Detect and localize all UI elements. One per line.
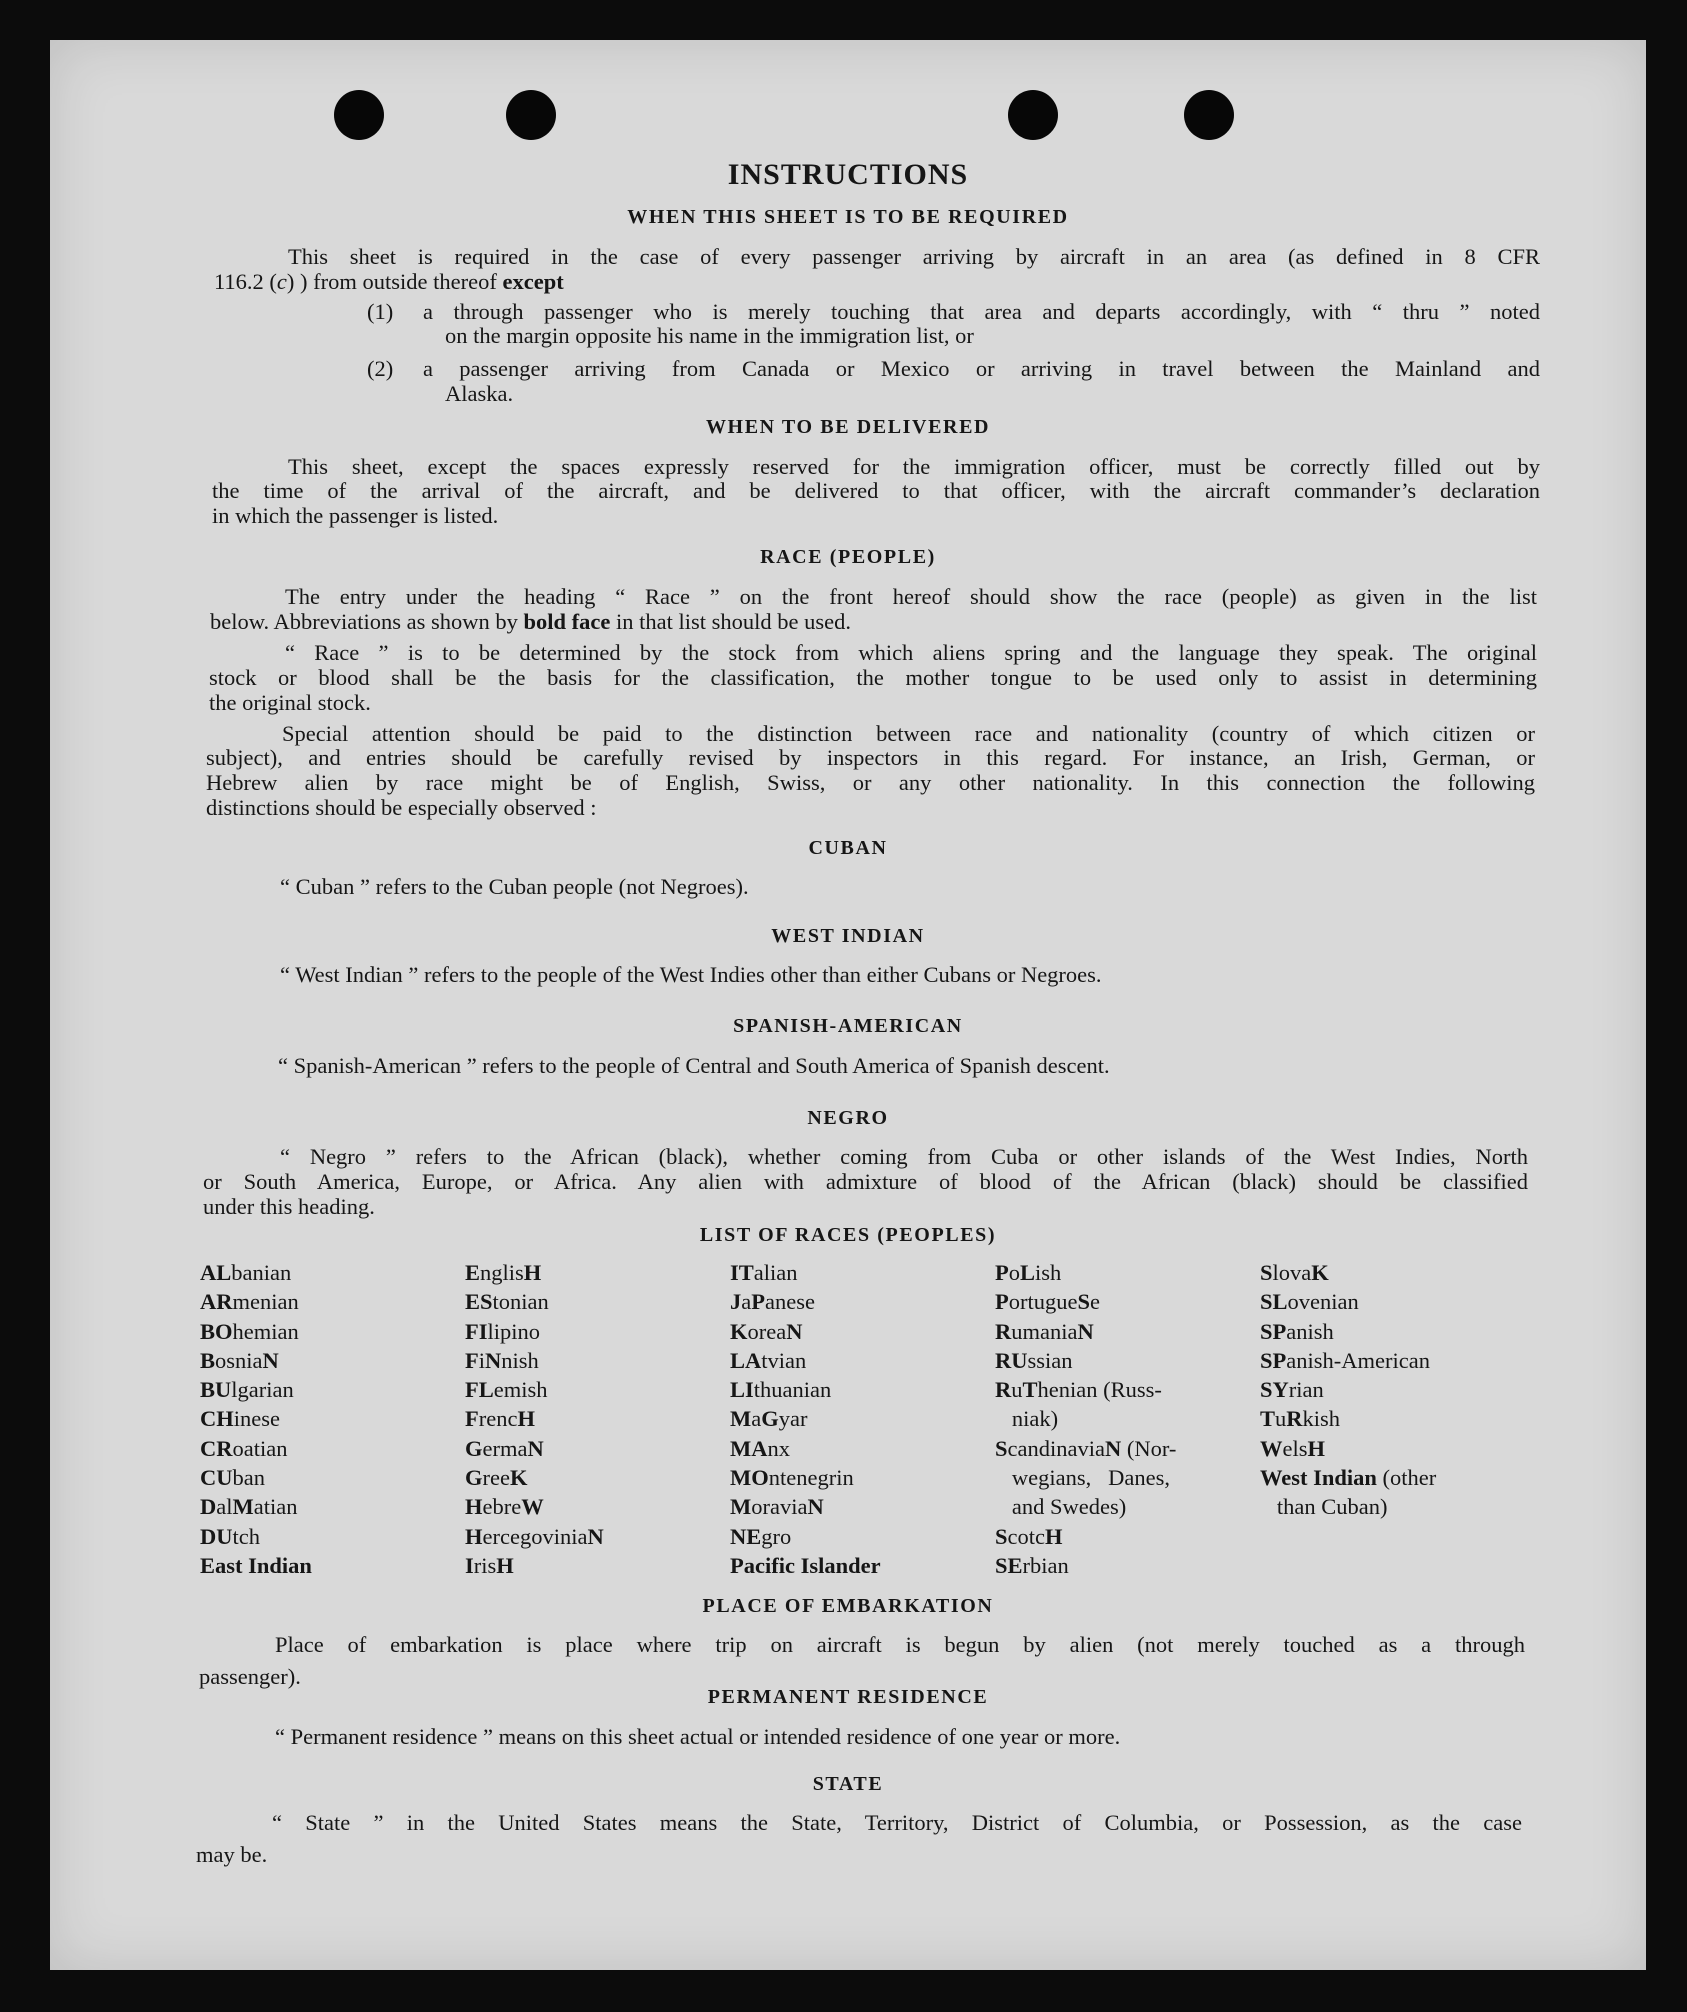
race-entry: ARmenian [200, 1289, 299, 1315]
race-entry: NEgro [730, 1523, 792, 1549]
race-entry: ScotcH [995, 1523, 1063, 1549]
section-heading-state: STATE [812, 1773, 884, 1795]
race-entry: SPanish-American [1260, 1347, 1430, 1373]
section-heading-required: WHEN THIS SHEET IS TO BE REQUIRED [627, 206, 1069, 228]
race-entry: WelsH [1260, 1435, 1326, 1461]
race-entry: niak) [995, 1406, 1059, 1432]
paragraph-line: stock or blood shall be the basis for the classification, the mother tongue to be used only to assist in determining [209, 665, 1537, 690]
section-heading-negro: NEGRO [807, 1107, 889, 1129]
race-entry: RuThenian (Russ- [995, 1377, 1162, 1403]
race-entry: EStonian [465, 1289, 549, 1315]
race-entry: CRoatian [200, 1435, 288, 1461]
race-entry: MoraviaN [730, 1494, 824, 1520]
race-column [200, 1258, 312, 1580]
race-entry: BUlgarian [200, 1377, 294, 1403]
race-entry: MOntenegrin [730, 1465, 854, 1491]
race-entry: TuRkish [1260, 1406, 1341, 1432]
paragraph-line: “ Cuban ” refers to the Cuban people (not Negroes). [280, 874, 749, 899]
paragraph-line: Place of embarkation is place where trip on aircraft is begun by alien (not merely touched as a through [275, 1632, 1525, 1657]
race-entry: SYrian [1260, 1377, 1324, 1403]
list-item: on the margin opposite his name in the immigration list, or [445, 323, 974, 348]
race-entry: LIthuanian [730, 1377, 832, 1403]
punch-hole [506, 90, 556, 140]
race-column [465, 1258, 604, 1580]
race-entry: than Cuban) [1260, 1494, 1388, 1520]
section-heading-list-of-races: LIST OF RACES (PEOPLES) [699, 1224, 997, 1246]
race-entry: IrisH [465, 1552, 514, 1578]
paragraph-line: the original stock. [209, 690, 371, 715]
section-heading-west-indian: WEST INDIAN [771, 925, 925, 947]
paragraph-line: This sheet is required in the case of every passenger arriving by aircraft in an area (as defined in 8 CFR [288, 244, 1540, 269]
race-entry: DalMatian [200, 1494, 298, 1520]
race-entry: MaGyar [730, 1406, 808, 1432]
paragraph-line: The entry under the heading “ Race ” on the front hereof should show the race (people) as given in the list [285, 584, 1537, 609]
section-heading-spanish-american: SPANISH-AMERICAN [733, 1015, 963, 1037]
paragraph-line: “ Permanent residence ” means on this sheet actual or intended residence of one year or more. [275, 1724, 1121, 1749]
paragraph-line: Special attention should be paid to the distinction between race and nationality (country of which citizen or [282, 721, 1535, 746]
race-column [995, 1258, 1176, 1580]
paragraph-line: below. Abbreviations as shown by bold face in that list should be used. [210, 609, 852, 634]
race-entry: SlovaK [1260, 1260, 1329, 1285]
paragraph-line: “ West Indian ” refers to the people of the West Indies other than either Cubans or Negroes. [280, 962, 1102, 987]
paragraph-line: This sheet, except the spaces expressly reserved for the immigration officer, must be correctly filled out by [288, 454, 1540, 479]
race-entry: HebreW [465, 1494, 544, 1520]
race-entry: ALbanian [200, 1260, 292, 1285]
paragraph-line: in which the passenger is listed. [212, 503, 499, 528]
race-entry: RUssian [995, 1347, 1073, 1373]
race-entry: ITalian [730, 1260, 798, 1285]
race-entry: FLemish [465, 1377, 548, 1403]
race-entry: East Indian [200, 1552, 312, 1578]
race-entry: LAtvian [730, 1347, 807, 1373]
race-entry: ScandinaviaN (Nor- [995, 1435, 1177, 1461]
section-heading-cuban: CUBAN [808, 837, 888, 859]
section-heading-embarkation: PLACE OF EMBARKATION [702, 1595, 994, 1617]
race-entry: HercegoviniaN [465, 1523, 604, 1549]
paragraph-line: may be. [196, 1842, 268, 1867]
list-item-number: (2) [367, 356, 394, 381]
punch-hole [334, 90, 384, 140]
race-entry: PoLish [995, 1260, 1062, 1285]
section-heading-race: RACE (PEOPLE) [760, 546, 936, 568]
paragraph-line: 116.2 (c) ) from outside thereof except [214, 269, 564, 294]
race-entry: PortugueSe [995, 1289, 1100, 1315]
punch-hole [1184, 90, 1234, 140]
section-heading-delivered: WHEN TO BE DELIVERED [705, 416, 991, 438]
list-item: a passenger arriving from Canada or Mexico or arriving in travel between the Mainland and [423, 356, 1540, 381]
paragraph-line: “ Negro ” refers to the African (black), whether coming from Cuba or other islands of the West Indies, North [280, 1144, 1528, 1169]
list-item: a through passenger who is merely touching that area and departs accordingly, with “ thru ” noted [423, 299, 1540, 324]
race-entry: FiNnish [465, 1347, 539, 1373]
punch-hole [1008, 90, 1058, 140]
paragraph-line: under this heading. [203, 1194, 375, 1219]
race-entry: CHinese [200, 1406, 280, 1432]
race-entry: JaPanese [730, 1289, 815, 1315]
paragraph-line: the time of the arrival of the aircraft, and be delivered to that officer, with the aircraft commander’s declaration [212, 478, 1540, 503]
section-heading-residence: PERMANENT RESIDENCE [707, 1686, 989, 1708]
race-column [730, 1258, 881, 1580]
race-entry: West Indian (other [1260, 1465, 1437, 1491]
page-title: INSTRUCTIONS [727, 158, 969, 191]
list-item: Alaska. [445, 381, 514, 406]
paragraph-line: “ Race ” is to be determined by the stock from which aliens spring and the language they speak. The original [285, 640, 1537, 665]
race-entry: BOhemian [200, 1318, 299, 1344]
race-entry: SLovenian [1260, 1289, 1359, 1315]
paragraph-line: Hebrew alien by race might be of English, Swiss, or any other nationality. In this connection the following [206, 770, 1535, 795]
race-entry: wegians, Danes, [995, 1465, 1170, 1491]
race-entry: SErbian [995, 1552, 1069, 1578]
race-entry: BosniaN [200, 1347, 279, 1373]
race-entry: SPanish [1260, 1318, 1334, 1344]
race-entry: GreeK [465, 1465, 528, 1491]
race-entry: RumaniaN [995, 1318, 1094, 1344]
race-entry: GermaN [465, 1435, 544, 1461]
race-entry: FIlipino [465, 1318, 541, 1344]
paragraph-line: “ Spanish-American ” refers to the people of Central and South America of Spanish descent. [278, 1053, 1110, 1078]
race-entry: and Swedes) [995, 1494, 1127, 1520]
race-column [1260, 1258, 1436, 1522]
race-entry: CUban [200, 1465, 265, 1491]
paragraph-line: distinctions should be especially observed : [206, 795, 597, 820]
paragraph-line: or South America, Europe, or Africa. Any alien with admixture of blood of the African (black) should be classified [203, 1169, 1528, 1194]
race-entry: Pacific Islander [730, 1552, 881, 1578]
paragraph-line: “ State ” in the United States means the State, Territory, District of Columbia, or Possession, as the case [272, 1810, 1522, 1835]
list-item-number: (1) [367, 299, 394, 324]
race-entry: EnglisH [465, 1260, 542, 1285]
document-page [50, 40, 1646, 1970]
race-entry: FrencH [465, 1406, 535, 1432]
race-entry: DUtch [200, 1523, 260, 1549]
race-entry: KoreaN [730, 1318, 803, 1344]
race-entry: MAnx [730, 1435, 790, 1461]
paragraph-line: subject), and entries should be carefully revised by inspectors in this regard. For instance, an Irish, German, or [206, 745, 1535, 770]
paragraph-line: passenger). [199, 1664, 301, 1689]
